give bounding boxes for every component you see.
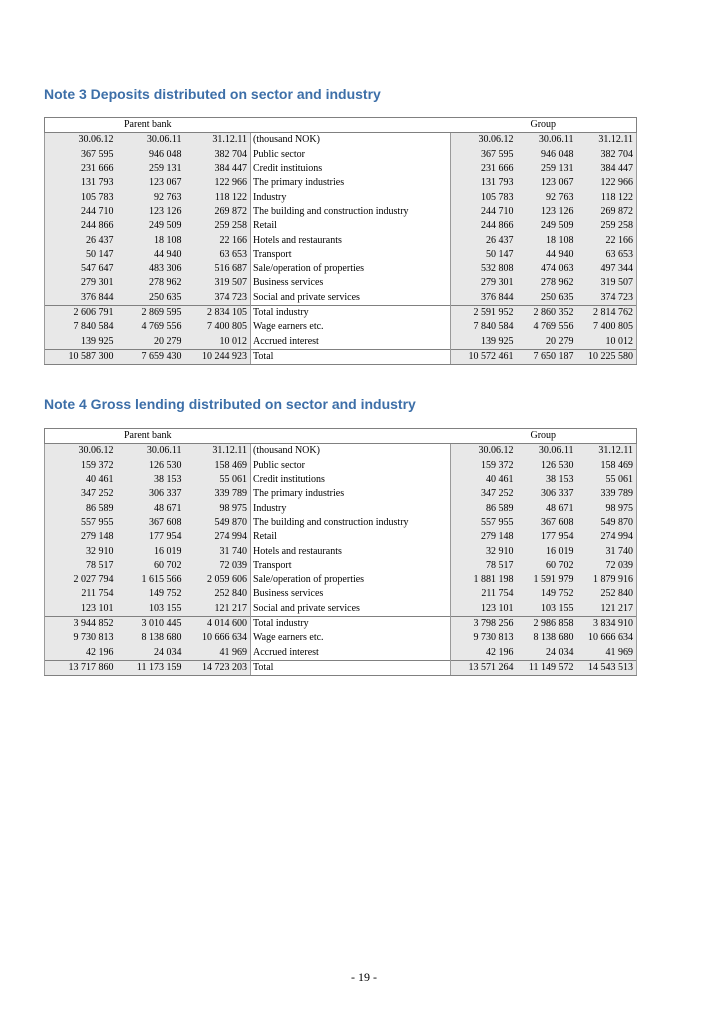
row-label: Total bbox=[251, 349, 451, 364]
cell-value: 13 717 860 bbox=[45, 660, 117, 675]
cell-value: 7 840 584 bbox=[45, 320, 117, 334]
row-label: Accrued interest bbox=[251, 645, 451, 660]
column-header: 30.06.11 bbox=[517, 444, 577, 459]
cell-value: 26 437 bbox=[451, 233, 517, 247]
cell-value: 557 955 bbox=[451, 516, 517, 530]
cell-value: 319 507 bbox=[577, 276, 637, 290]
cell-value: 44 940 bbox=[117, 248, 185, 262]
cell-value: 16 019 bbox=[117, 544, 185, 558]
cell-value: 2 059 606 bbox=[185, 573, 251, 587]
cell-value: 86 589 bbox=[45, 501, 117, 515]
cell-value: 158 469 bbox=[577, 459, 637, 473]
cell-value: 38 153 bbox=[117, 473, 185, 487]
cell-value: 149 752 bbox=[517, 587, 577, 601]
cell-value: 131 793 bbox=[45, 176, 117, 190]
cell-value: 244 866 bbox=[45, 219, 117, 233]
note-4-table bbox=[44, 428, 637, 676]
cell-value: 98 975 bbox=[577, 501, 637, 515]
cell-value: 86 589 bbox=[451, 501, 517, 515]
cell-value: 382 704 bbox=[185, 148, 251, 162]
group-header-row bbox=[45, 429, 637, 444]
row-label: Public sector bbox=[251, 459, 451, 473]
row-label: Wage earners etc. bbox=[251, 320, 451, 334]
cell-value: 22 166 bbox=[577, 233, 637, 247]
cell-value: 269 872 bbox=[577, 205, 637, 219]
cell-value: 121 217 bbox=[577, 602, 637, 617]
cell-value: 1 879 916 bbox=[577, 573, 637, 587]
cell-value: 159 372 bbox=[451, 459, 517, 473]
row-label: The building and construction industry bbox=[251, 516, 451, 530]
cell-value: 41 969 bbox=[185, 645, 251, 660]
column-header: 30.06.11 bbox=[117, 444, 185, 459]
table-row bbox=[45, 162, 637, 176]
cell-value: 367 608 bbox=[517, 516, 577, 530]
table-row bbox=[45, 459, 637, 473]
cell-value: 60 702 bbox=[517, 559, 577, 573]
column-header: 31.12.11 bbox=[577, 133, 637, 148]
column-header: 30.06.12 bbox=[451, 133, 517, 148]
cell-value: 244 710 bbox=[451, 205, 517, 219]
cell-value: 177 954 bbox=[117, 530, 185, 544]
page-number: - 19 - bbox=[351, 970, 377, 984]
cell-value: 474 063 bbox=[517, 262, 577, 276]
cell-value: 339 789 bbox=[577, 487, 637, 501]
cell-value: 3 944 852 bbox=[45, 616, 117, 631]
cell-value: 278 962 bbox=[117, 276, 185, 290]
table-row bbox=[45, 305, 637, 320]
cell-value: 259 131 bbox=[517, 162, 577, 176]
column-header: 30.06.12 bbox=[45, 444, 117, 459]
cell-value: 22 166 bbox=[185, 233, 251, 247]
table-row bbox=[45, 148, 637, 162]
row-label: Credit institutions bbox=[251, 473, 451, 487]
table-row bbox=[45, 190, 637, 204]
cell-value: 32 910 bbox=[451, 544, 517, 558]
row-label: Total bbox=[251, 660, 451, 675]
column-header: 31.12.11 bbox=[185, 133, 251, 148]
cell-value: 376 844 bbox=[45, 291, 117, 306]
cell-value: 118 122 bbox=[577, 190, 637, 204]
table-row bbox=[45, 602, 637, 617]
cell-value: 60 702 bbox=[117, 559, 185, 573]
table-row bbox=[45, 631, 637, 645]
cell-value: 231 666 bbox=[45, 162, 117, 176]
cell-value: 40 461 bbox=[45, 473, 117, 487]
column-header: 31.12.11 bbox=[577, 444, 637, 459]
cell-value: 211 754 bbox=[45, 587, 117, 601]
row-label: The primary industries bbox=[251, 487, 451, 501]
row-label: Accrued interest bbox=[251, 334, 451, 349]
cell-value: 1 881 198 bbox=[451, 573, 517, 587]
row-label: Sale/operation of properties bbox=[251, 262, 451, 276]
cell-value: 31 740 bbox=[577, 544, 637, 558]
table-row bbox=[45, 262, 637, 276]
cell-value: 50 147 bbox=[45, 248, 117, 262]
cell-value: 516 687 bbox=[185, 262, 251, 276]
cell-value: 244 710 bbox=[45, 205, 117, 219]
cell-value: 367 595 bbox=[45, 148, 117, 162]
cell-value: 2 986 858 bbox=[517, 616, 577, 631]
cell-value: 250 635 bbox=[117, 291, 185, 306]
table-row bbox=[45, 516, 637, 530]
cell-value: 547 647 bbox=[45, 262, 117, 276]
cell-value: 306 337 bbox=[517, 487, 577, 501]
cell-value: 4 769 556 bbox=[117, 320, 185, 334]
cell-value: 259 131 bbox=[117, 162, 185, 176]
cell-value: 158 469 bbox=[185, 459, 251, 473]
row-label: Hotels and restaurants bbox=[251, 544, 451, 558]
cell-value: 249 509 bbox=[117, 219, 185, 233]
group-label: Group bbox=[451, 118, 637, 133]
cell-value: 105 783 bbox=[45, 190, 117, 204]
cell-value: 2 591 952 bbox=[451, 305, 517, 320]
cell-value: 139 925 bbox=[451, 334, 517, 349]
cell-value: 92 763 bbox=[117, 190, 185, 204]
cell-value: 40 461 bbox=[451, 473, 517, 487]
cell-value: 105 783 bbox=[451, 190, 517, 204]
cell-value: 103 155 bbox=[117, 602, 185, 617]
cell-value: 7 400 805 bbox=[577, 320, 637, 334]
row-label: Public sector bbox=[251, 148, 451, 162]
cell-value: 48 671 bbox=[117, 501, 185, 515]
cell-value: 8 138 680 bbox=[117, 631, 185, 645]
note-3-table bbox=[44, 117, 637, 365]
cell-value: 11 173 159 bbox=[117, 660, 185, 675]
row-label: Social and private services bbox=[251, 291, 451, 306]
table-row bbox=[45, 276, 637, 290]
cell-value: 4 014 600 bbox=[185, 616, 251, 631]
column-header: 30.06.12 bbox=[451, 444, 517, 459]
cell-value: 122 966 bbox=[185, 176, 251, 190]
cell-value: 7 659 430 bbox=[117, 349, 185, 364]
cell-value: 48 671 bbox=[517, 501, 577, 515]
cell-value: 11 149 572 bbox=[517, 660, 577, 675]
table-row bbox=[45, 487, 637, 501]
cell-value: 24 034 bbox=[117, 645, 185, 660]
cell-value: 123 126 bbox=[517, 205, 577, 219]
cell-value: 26 437 bbox=[45, 233, 117, 247]
table-row bbox=[45, 616, 637, 631]
cell-value: 44 940 bbox=[517, 248, 577, 262]
cell-value: 244 866 bbox=[451, 219, 517, 233]
cell-value: 259 258 bbox=[185, 219, 251, 233]
row-label: Sale/operation of properties bbox=[251, 573, 451, 587]
column-header: 31.12.11 bbox=[185, 444, 251, 459]
cell-value: 2 869 595 bbox=[117, 305, 185, 320]
cell-value: 3 010 445 bbox=[117, 616, 185, 631]
cell-value: 10 572 461 bbox=[451, 349, 517, 364]
column-header: (thousand NOK) bbox=[251, 444, 451, 459]
cell-value: 549 870 bbox=[577, 516, 637, 530]
cell-value: 339 789 bbox=[185, 487, 251, 501]
table-row bbox=[45, 219, 637, 233]
cell-value: 384 447 bbox=[577, 162, 637, 176]
cell-value: 10 012 bbox=[577, 334, 637, 349]
cell-value: 24 034 bbox=[517, 645, 577, 660]
cell-value: 18 108 bbox=[517, 233, 577, 247]
cell-value: 14 543 513 bbox=[577, 660, 637, 675]
group-label: Group bbox=[451, 429, 637, 444]
cell-value: 55 061 bbox=[185, 473, 251, 487]
cell-value: 10 012 bbox=[185, 334, 251, 349]
cell-value: 3 834 910 bbox=[577, 616, 637, 631]
cell-value: 10 244 923 bbox=[185, 349, 251, 364]
cell-value: 367 595 bbox=[451, 148, 517, 162]
table-row bbox=[45, 530, 637, 544]
cell-value: 1 591 979 bbox=[517, 573, 577, 587]
column-header-row bbox=[45, 444, 637, 459]
row-label: Transport bbox=[251, 559, 451, 573]
cell-value: 4 769 556 bbox=[517, 320, 577, 334]
cell-value: 10 666 634 bbox=[185, 631, 251, 645]
cell-value: 231 666 bbox=[451, 162, 517, 176]
table-row bbox=[45, 544, 637, 558]
cell-value: 42 196 bbox=[45, 645, 117, 660]
cell-value: 63 653 bbox=[577, 248, 637, 262]
column-header: 30.06.12 bbox=[45, 133, 117, 148]
cell-value: 497 344 bbox=[577, 262, 637, 276]
cell-value: 123 067 bbox=[517, 176, 577, 190]
table-row bbox=[45, 501, 637, 515]
row-label: Hotels and restaurants bbox=[251, 233, 451, 247]
cell-value: 122 966 bbox=[577, 176, 637, 190]
row-label: Transport bbox=[251, 248, 451, 262]
cell-value: 306 337 bbox=[117, 487, 185, 501]
cell-value: 374 723 bbox=[577, 291, 637, 306]
cell-value: 374 723 bbox=[185, 291, 251, 306]
row-label: Total industry bbox=[251, 305, 451, 320]
cell-value: 279 301 bbox=[45, 276, 117, 290]
column-header-row bbox=[45, 133, 637, 148]
cell-value: 20 279 bbox=[517, 334, 577, 349]
cell-value: 3 798 256 bbox=[451, 616, 517, 631]
cell-value: 103 155 bbox=[517, 602, 577, 617]
cell-value: 126 530 bbox=[517, 459, 577, 473]
cell-value: 123 101 bbox=[451, 602, 517, 617]
row-label: Business services bbox=[251, 276, 451, 290]
cell-value: 250 635 bbox=[517, 291, 577, 306]
table-row bbox=[45, 233, 637, 247]
row-label: Retail bbox=[251, 219, 451, 233]
row-label: Total industry bbox=[251, 616, 451, 631]
cell-value: 249 509 bbox=[517, 219, 577, 233]
cell-value: 139 925 bbox=[45, 334, 117, 349]
cell-value: 177 954 bbox=[517, 530, 577, 544]
table-row bbox=[45, 587, 637, 601]
cell-value: 13 571 264 bbox=[451, 660, 517, 675]
table-row bbox=[45, 645, 637, 660]
header-spacer bbox=[251, 118, 451, 133]
table-row bbox=[45, 320, 637, 334]
column-header: 30.06.11 bbox=[517, 133, 577, 148]
cell-value: 10 587 300 bbox=[45, 349, 117, 364]
cell-value: 211 754 bbox=[451, 587, 517, 601]
cell-value: 72 039 bbox=[577, 559, 637, 573]
row-label: Credit instituions bbox=[251, 162, 451, 176]
row-label: Retail bbox=[251, 530, 451, 544]
cell-value: 278 962 bbox=[517, 276, 577, 290]
cell-value: 549 870 bbox=[185, 516, 251, 530]
cell-value: 557 955 bbox=[45, 516, 117, 530]
cell-value: 159 372 bbox=[45, 459, 117, 473]
parent-bank-label: Parent bank bbox=[45, 118, 251, 133]
cell-value: 38 153 bbox=[517, 473, 577, 487]
cell-value: 483 306 bbox=[117, 262, 185, 276]
cell-value: 118 122 bbox=[185, 190, 251, 204]
cell-value: 274 994 bbox=[185, 530, 251, 544]
cell-value: 41 969 bbox=[577, 645, 637, 660]
cell-value: 252 840 bbox=[185, 587, 251, 601]
table-row bbox=[45, 473, 637, 487]
parent-bank-label: Parent bank bbox=[45, 429, 251, 444]
cell-value: 2 834 105 bbox=[185, 305, 251, 320]
cell-value: 20 279 bbox=[117, 334, 185, 349]
table-row bbox=[45, 660, 637, 675]
row-label: The primary industries bbox=[251, 176, 451, 190]
cell-value: 50 147 bbox=[451, 248, 517, 262]
cell-value: 8 138 680 bbox=[517, 631, 577, 645]
cell-value: 98 975 bbox=[185, 501, 251, 515]
cell-value: 16 019 bbox=[517, 544, 577, 558]
cell-value: 123 067 bbox=[117, 176, 185, 190]
cell-value: 78 517 bbox=[45, 559, 117, 573]
table-row bbox=[45, 205, 637, 219]
cell-value: 2 860 352 bbox=[517, 305, 577, 320]
cell-value: 31 740 bbox=[185, 544, 251, 558]
cell-value: 347 252 bbox=[45, 487, 117, 501]
cell-value: 274 994 bbox=[577, 530, 637, 544]
cell-value: 946 048 bbox=[517, 148, 577, 162]
row-label: Social and private services bbox=[251, 602, 451, 617]
row-label: Wage earners etc. bbox=[251, 631, 451, 645]
cell-value: 149 752 bbox=[117, 587, 185, 601]
cell-value: 946 048 bbox=[117, 148, 185, 162]
cell-value: 55 061 bbox=[577, 473, 637, 487]
cell-value: 121 217 bbox=[185, 602, 251, 617]
note-4-title: Note 4 Gross lending distributed on sector and industry bbox=[44, 396, 416, 412]
cell-value: 2 027 794 bbox=[45, 573, 117, 587]
cell-value: 72 039 bbox=[185, 559, 251, 573]
table-row bbox=[45, 291, 637, 306]
row-label: Industry bbox=[251, 501, 451, 515]
column-header: (thousand NOK) bbox=[251, 133, 451, 148]
cell-value: 384 447 bbox=[185, 162, 251, 176]
header-spacer bbox=[251, 429, 451, 444]
cell-value: 347 252 bbox=[451, 487, 517, 501]
cell-value: 7 840 584 bbox=[451, 320, 517, 334]
cell-value: 269 872 bbox=[185, 205, 251, 219]
cell-value: 7 650 187 bbox=[517, 349, 577, 364]
group-header-row bbox=[45, 118, 637, 133]
cell-value: 10 225 580 bbox=[577, 349, 637, 364]
cell-value: 252 840 bbox=[577, 587, 637, 601]
cell-value: 9 730 813 bbox=[45, 631, 117, 645]
cell-value: 32 910 bbox=[45, 544, 117, 558]
row-label: Industry bbox=[251, 190, 451, 204]
cell-value: 92 763 bbox=[517, 190, 577, 204]
cell-value: 319 507 bbox=[185, 276, 251, 290]
cell-value: 123 101 bbox=[45, 602, 117, 617]
table-row bbox=[45, 573, 637, 587]
cell-value: 2 814 762 bbox=[577, 305, 637, 320]
table-row bbox=[45, 248, 637, 262]
row-label: Business services bbox=[251, 587, 451, 601]
cell-value: 367 608 bbox=[117, 516, 185, 530]
row-label: The building and construction industry bbox=[251, 205, 451, 219]
cell-value: 382 704 bbox=[577, 148, 637, 162]
cell-value: 63 653 bbox=[185, 248, 251, 262]
table-row bbox=[45, 334, 637, 349]
cell-value: 376 844 bbox=[451, 291, 517, 306]
cell-value: 279 148 bbox=[45, 530, 117, 544]
cell-value: 123 126 bbox=[117, 205, 185, 219]
cell-value: 279 148 bbox=[451, 530, 517, 544]
note-3-title: Note 3 Deposits distributed on sector and industry bbox=[44, 86, 381, 102]
table-row bbox=[45, 349, 637, 364]
cell-value: 18 108 bbox=[117, 233, 185, 247]
cell-value: 279 301 bbox=[451, 276, 517, 290]
cell-value: 14 723 203 bbox=[185, 660, 251, 675]
cell-value: 2 606 791 bbox=[45, 305, 117, 320]
cell-value: 42 196 bbox=[451, 645, 517, 660]
cell-value: 7 400 805 bbox=[185, 320, 251, 334]
cell-value: 532 808 bbox=[451, 262, 517, 276]
cell-value: 131 793 bbox=[451, 176, 517, 190]
column-header: 30.06.11 bbox=[117, 133, 185, 148]
cell-value: 10 666 634 bbox=[577, 631, 637, 645]
cell-value: 259 258 bbox=[577, 219, 637, 233]
cell-value: 126 530 bbox=[117, 459, 185, 473]
table-row bbox=[45, 559, 637, 573]
cell-value: 1 615 566 bbox=[117, 573, 185, 587]
cell-value: 9 730 813 bbox=[451, 631, 517, 645]
cell-value: 78 517 bbox=[451, 559, 517, 573]
table-row bbox=[45, 176, 637, 190]
